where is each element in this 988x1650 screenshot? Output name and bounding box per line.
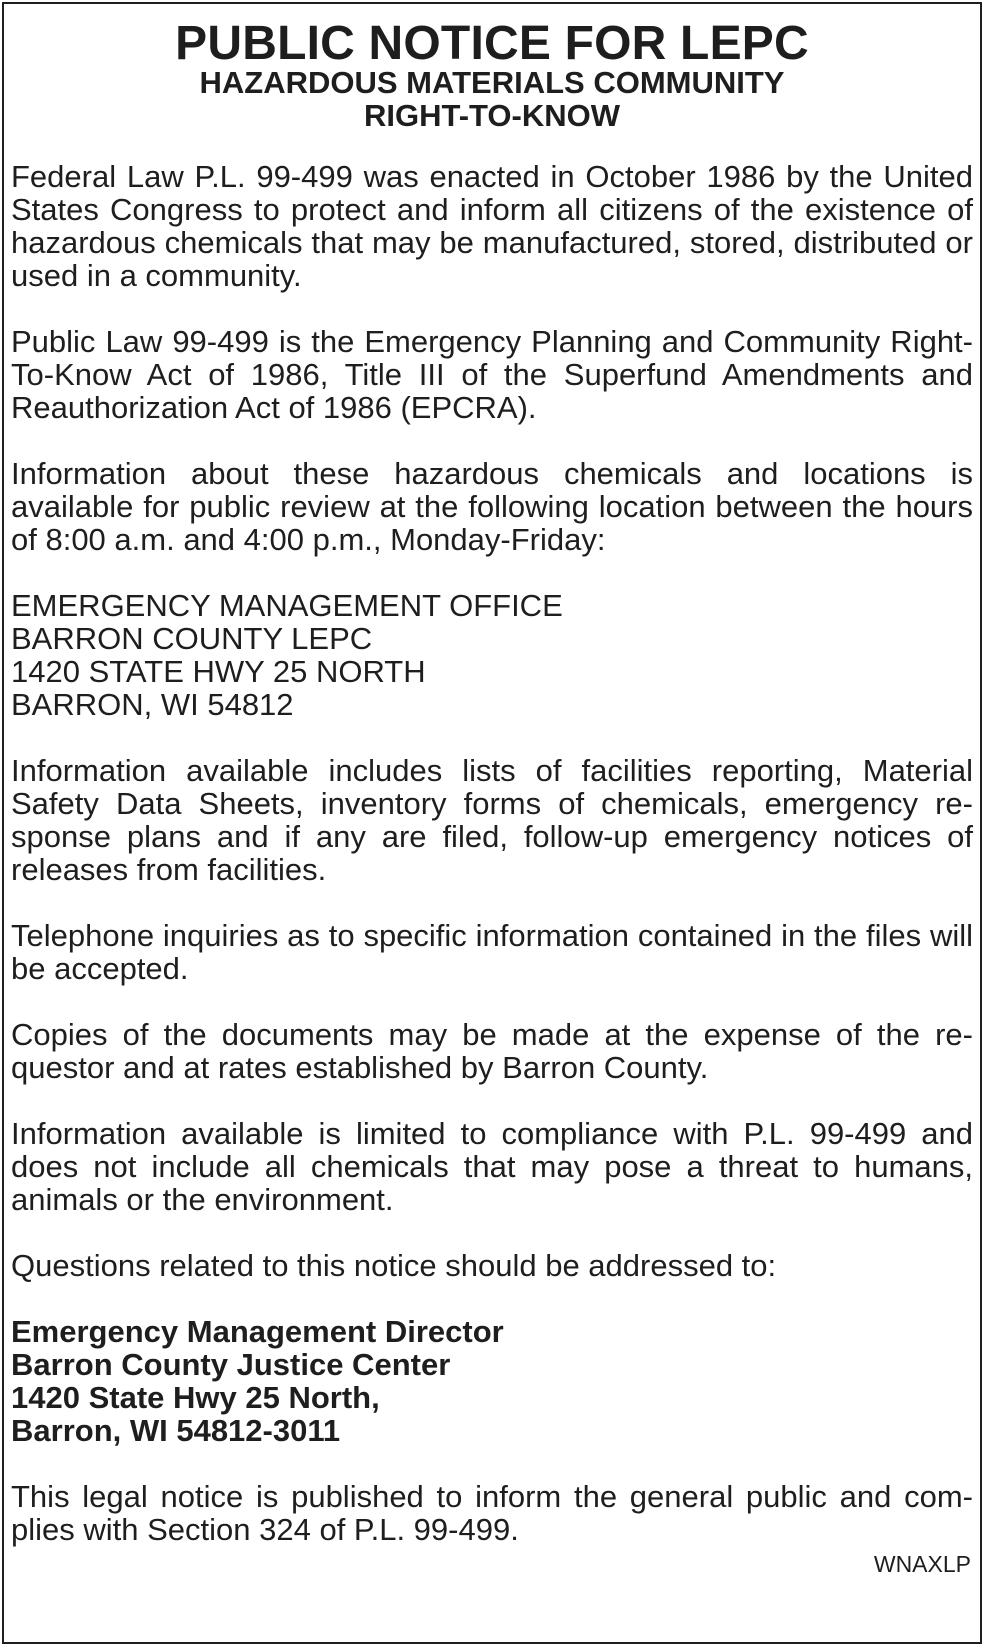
paragraph-telephone-inquiries: Telephone inquiries as to specific information contained in the files will be accepted. [11,918,973,986]
contact-address-line: Barron, WI 54812-3011 [11,1413,341,1448]
contact-address-line: Barron County Justice Center [11,1347,451,1382]
office-address-line: BARRON COUNTY LEPC [11,621,373,656]
paragraph-information-available: Information available includes lists of facilities reporting, Material Safety Data Sheets, inventory forms of chemicals, emergency response plans and if any are filed, follow-up emergency notices of releases from facilities. [11,753,973,887]
paragraph-availability: Information about these hazardous chemicals and locations is available for public review at the following location between the hours of 8:00 a.m. and 4:00 p.m., Monday-Friday: [11,456,973,557]
paragraph-epcra: Public Law 99-499 is the Emergency Planning and Community Right-To-Know Act of 1986, Title III of the Superfund Amendments and Reauthorization Act of 1986 (EPCRA). [11,324,973,425]
office-address-line: 1420 STATE HWY 25 NORTH [11,654,426,689]
contact-address [11,1315,973,1447]
public-notice [11,12,973,1578]
office-address [11,589,973,721]
contact-address-line: 1420 State Hwy 25 North, [11,1380,380,1415]
contact-address-line: Emergency Management Director [11,1314,504,1349]
publication-code: WNAXLP [873,1551,971,1577]
paragraph-questions: Questions related to this notice should be addressed to: [11,1248,777,1283]
paragraph-federal-law: Federal Law P.L. 99-499 was enacted in October 1986 by the United States Congress to protect and inform all citizens of the existence of hazardous chemicals that may be manufactured, stored, distributed or used in a community. [11,159,973,293]
paragraph-closing: This legal notice is published to inform the general public and complies with Section 324 of P.L. 99-499. [11,1479,973,1547]
notice-title: PUBLIC NOTICE FOR LEPC [175,17,809,70]
notice-subtitle-line-2: RIGHT-TO-KNOW [363,98,620,133]
notice-subtitle-line-1: HAZARDOUS MATERIALS COMMUNITY [199,65,785,100]
office-address-line: EMERGENCY MANAGEMENT OFFICE [11,588,563,623]
paragraph-compliance-limit: Information available is limited to compliance with P.L. 99-499 and does not include all chemicals that may pose a threat to humans, animals or the environment. [11,1116,973,1217]
office-address-line: BARRON, WI 54812 [11,687,294,722]
paragraph-copies: Copies of the documents may be made at the expense of the requestor and at rates established by Barron County. [11,1017,973,1085]
